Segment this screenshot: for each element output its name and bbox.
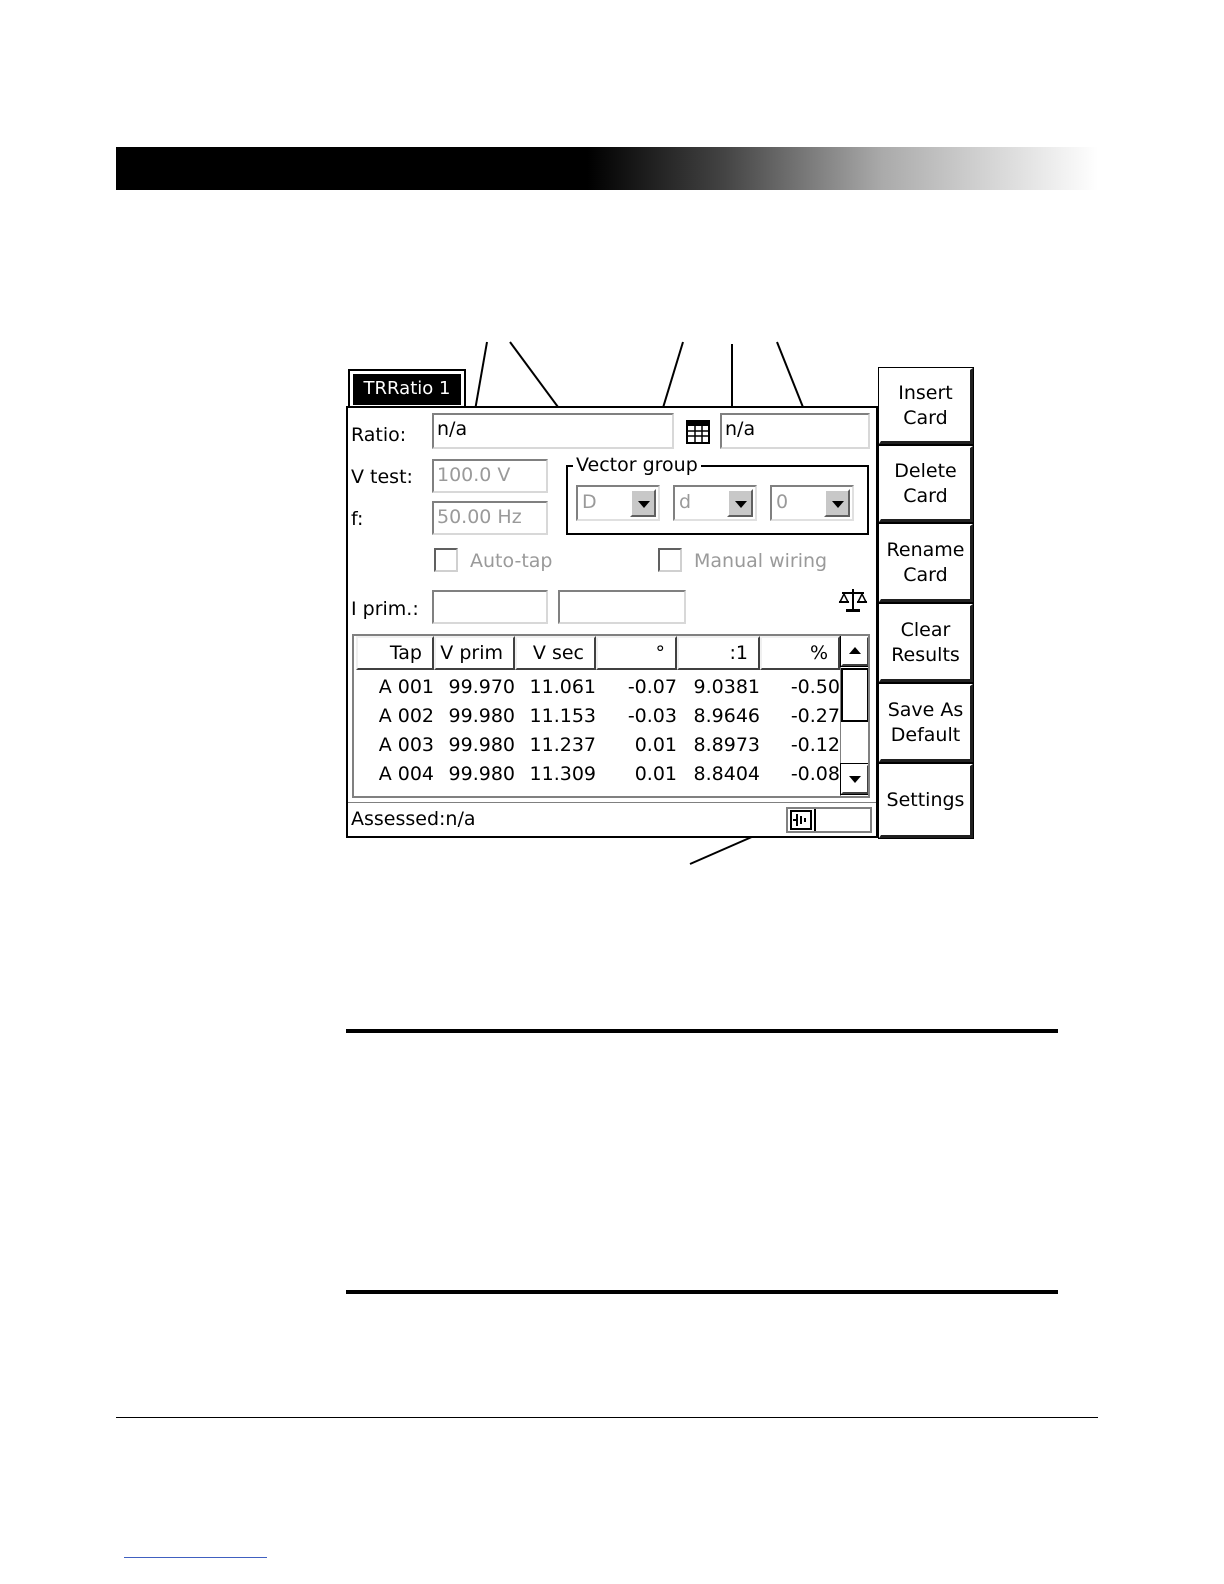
vector-group-phase-select[interactable]: [770, 485, 854, 521]
table-cell: A 004: [378, 763, 434, 785]
grounding-icon: [790, 810, 812, 830]
vector-group-label: Vector group: [573, 454, 701, 476]
chevron-down-icon[interactable]: [727, 489, 753, 517]
ratio-field-secondary[interactable]: n/a: [720, 413, 870, 449]
button-label-line1: Delete: [894, 459, 957, 482]
table-scrollbar[interactable]: [840, 636, 869, 796]
table-cell: 8.8404: [693, 763, 760, 785]
section-rule-bottom: [346, 1290, 1058, 1294]
table-cell: 8.8973: [693, 734, 760, 756]
button-label-line1: Insert: [898, 381, 953, 404]
auto-tap-checkbox[interactable]: [434, 548, 458, 572]
table-cell: 8.9646: [693, 705, 760, 727]
clear-results-button[interactable]: [879, 604, 973, 682]
frequency-label: f:: [351, 508, 364, 530]
column-header-angle[interactable]: °: [596, 636, 677, 670]
scroll-up-button[interactable]: [841, 636, 869, 666]
settings-button[interactable]: [879, 764, 973, 838]
scroll-down-button[interactable]: [841, 764, 869, 794]
vector-group-secondary-select[interactable]: [673, 485, 757, 521]
table-row[interactable]: [354, 734, 840, 762]
footer-link-underline: [124, 1557, 267, 1558]
button-label-line2: Card: [903, 406, 948, 429]
table-cell: 9.0381: [693, 676, 760, 698]
table-row[interactable]: [354, 763, 840, 791]
vector-group-secondary-value: d: [679, 491, 692, 513]
insert-card-button[interactable]: [879, 368, 973, 444]
table-cell: 11.061: [529, 676, 596, 698]
rename-card-button[interactable]: [879, 524, 973, 602]
table-cell: 11.309: [529, 763, 596, 785]
iprim-field-2[interactable]: [558, 590, 686, 624]
table-cell: 0.01: [634, 734, 677, 756]
column-header-tap[interactable]: Tap: [356, 636, 434, 670]
results-table: [352, 634, 870, 798]
tab-trratio-1[interactable]: [348, 369, 466, 407]
section-rule-top: [346, 1029, 1058, 1033]
chevron-down-icon: [849, 776, 861, 783]
button-label-line1: Save As: [887, 698, 964, 721]
table-cell: 99.970: [448, 676, 515, 698]
vector-group-phase-value: 0: [776, 491, 789, 513]
table-cell: 11.153: [529, 705, 596, 727]
button-label-line2: Results: [891, 643, 960, 666]
button-label-line1: Clear: [900, 618, 951, 641]
button-label-line2: Card: [903, 563, 948, 586]
auto-tap-label: Auto-tap: [470, 550, 553, 572]
column-header-ratio[interactable]: :1: [677, 636, 760, 670]
manual-wiring-label: Manual wiring: [694, 550, 828, 572]
vector-group-primary-select[interactable]: [576, 485, 660, 521]
table-cell: 0.01: [634, 763, 677, 785]
ratio-field-primary[interactable]: n/a: [432, 413, 674, 449]
table-cell: A 001: [378, 676, 434, 698]
ratio-label: Ratio:: [351, 424, 407, 446]
column-header-percent[interactable]: %: [760, 636, 840, 670]
table-cell: A 002: [378, 705, 434, 727]
delete-card-button[interactable]: [879, 446, 973, 522]
grounding-divider: [814, 809, 816, 831]
vtest-label: V test:: [351, 466, 413, 488]
chevron-down-icon[interactable]: [824, 489, 850, 517]
table-cell: -0.50: [790, 676, 840, 698]
column-header-vsec[interactable]: V sec: [515, 636, 596, 670]
tab-label: TRRatio 1: [353, 374, 461, 405]
button-label-line2: Default: [890, 723, 961, 746]
chevron-up-icon: [849, 647, 861, 654]
table-cell: -0.12: [790, 734, 840, 756]
table-icon[interactable]: [684, 418, 712, 446]
column-header-vprim[interactable]: V prim: [434, 636, 515, 670]
table-cell: -0.08: [790, 763, 840, 785]
assessment-status: Assessed:n/a: [351, 808, 476, 830]
button-label-line2: Card: [903, 484, 948, 507]
table-cell: 99.980: [448, 734, 515, 756]
table-cell: 99.980: [448, 763, 515, 785]
table-row[interactable]: [354, 705, 840, 733]
balance-scale-icon[interactable]: [838, 586, 868, 614]
iprim-label: I prim.:: [351, 598, 419, 620]
table-cell: 11.237: [529, 734, 596, 756]
scroll-thumb[interactable]: [841, 668, 869, 722]
table-cell: 99.980: [448, 705, 515, 727]
vtest-field[interactable]: 100.0 V: [432, 459, 548, 493]
iprim-field-1[interactable]: [432, 590, 548, 624]
table-cell: -0.03: [627, 705, 677, 727]
table-cell: -0.27: [790, 705, 840, 727]
status-bar: [348, 802, 876, 803]
chevron-down-icon[interactable]: [630, 489, 656, 517]
frequency-field[interactable]: 50.00 Hz: [432, 501, 548, 535]
table-row[interactable]: [354, 676, 840, 704]
table-cell: A 003: [378, 734, 434, 756]
manual-wiring-checkbox[interactable]: [658, 548, 682, 572]
table-cell: -0.07: [627, 676, 677, 698]
save-as-default-button[interactable]: [879, 684, 973, 762]
grounding-indicator: [786, 807, 872, 833]
button-label-line1: Settings: [886, 789, 965, 811]
vector-group-primary-value: D: [582, 491, 597, 513]
footer-rule: [116, 1417, 1098, 1418]
button-label-line1: Rename: [886, 538, 965, 561]
